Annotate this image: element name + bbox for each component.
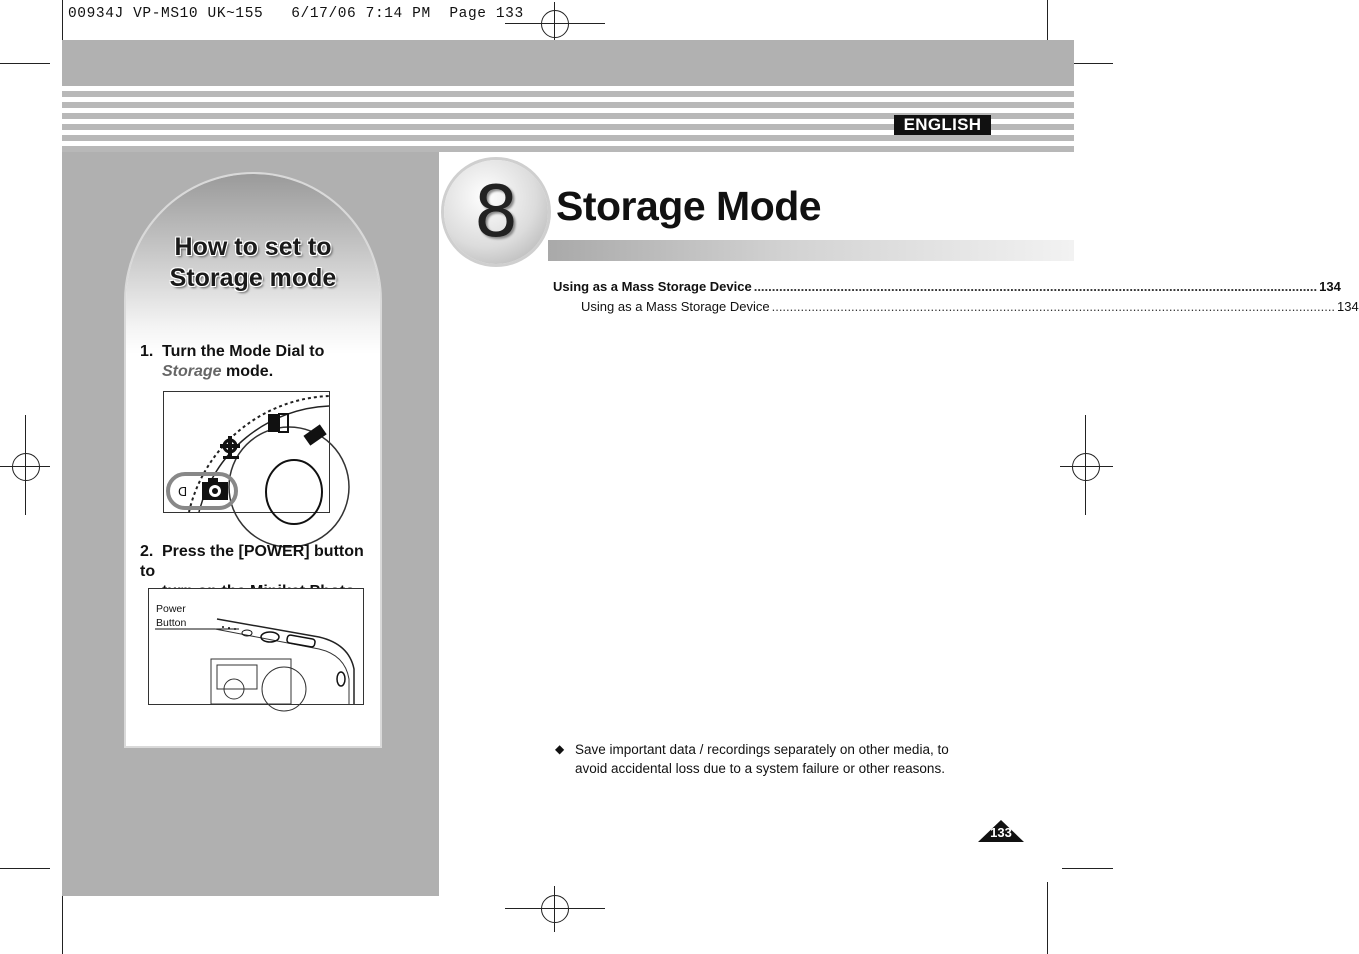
mode-dial-illustration [164,392,329,512]
mode-dial-figure [163,391,330,513]
svg-text:ᗡ: ᗡ [178,485,188,499]
print-slug: 00934J VP-MS10 UK~155 6/17/06 7:14 PM Page 133 [68,6,524,22]
step-1: 1. Turn the Mode Dial to Storage mode. [140,343,325,380]
step-2: 2. Press the [POWER] button to [140,543,364,580]
header-band [62,40,1074,86]
sidebar-panel [124,172,382,748]
toc-entry[interactable]: Using as a Mass Storage Device ............................................................................................................................................................ 134 [553,279,1341,294]
page-number-tab [978,820,1024,842]
camera-icon [202,478,228,500]
page-number: 133 [990,825,1012,840]
note: ◆ Save important data / recordings separately on other media, to avoid accidental loss due to a system failure or other reasons. [555,742,949,776]
sidebar-title: How to set to Storage mode [169,233,337,292]
camera-top-illustration [149,589,363,704]
toc-subentry[interactable]: Using as a Mass Storage Device ............................................................................................................................................................ 134 [581,299,1359,314]
power-button-label: Power Button [156,603,187,629]
chapter-rule [548,240,1074,261]
setup-gear-icon [220,436,240,459]
chapter-number: 8 [473,171,519,253]
chapter-title: Storage Mode [556,183,822,229]
diamond-bullet-icon: ◆ [555,742,565,756]
language-tag: ENGLISH [894,115,991,135]
power-button-figure [148,588,364,705]
